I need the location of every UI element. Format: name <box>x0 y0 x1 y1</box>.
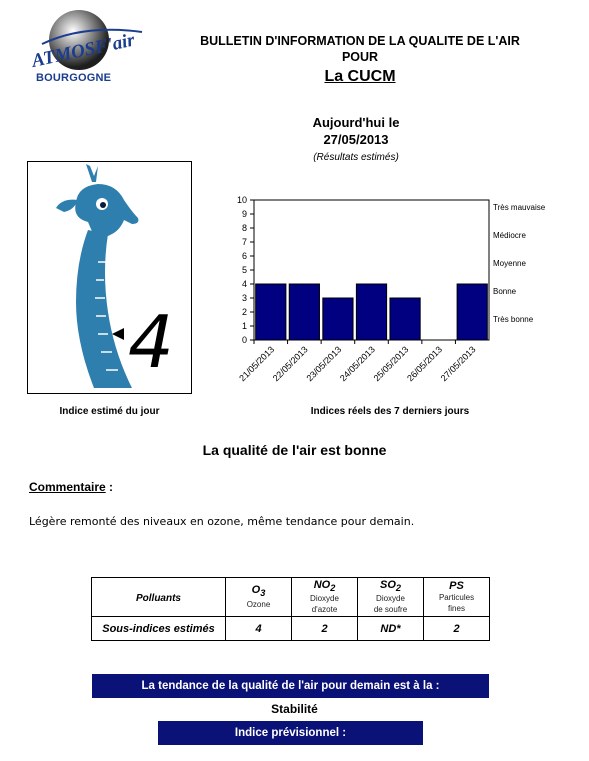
bar <box>356 284 386 340</box>
table-row <box>92 617 490 641</box>
sub-index-o3: 4 <box>226 617 292 641</box>
y-tick-label: 10 <box>236 195 247 205</box>
quality-scale-label: Très bonne <box>493 315 534 324</box>
y-tick-label: 5 <box>241 265 247 275</box>
sub-index-label: Sous-indices estimés <box>92 617 226 641</box>
y-tick-label: 8 <box>241 223 247 233</box>
bar <box>256 284 286 340</box>
air-quality-statement: La qualité de l'air est bonne <box>202 442 387 458</box>
quality-scale-label: Moyenne <box>493 259 526 268</box>
y-tick-label: 9 <box>241 209 247 219</box>
comment-separator: : <box>105 480 114 494</box>
trend-value: Stabilité <box>271 702 318 716</box>
x-tick-label: 23/05/2013 <box>304 344 344 384</box>
today-index-panel <box>27 161 192 394</box>
x-tick-label: 25/05/2013 <box>371 344 411 384</box>
y-tick-label: 7 <box>241 237 247 247</box>
logo-wordmark: ATMOSF'air <box>29 29 137 72</box>
y-tick-label: 4 <box>241 279 247 289</box>
y-tick-label: 6 <box>241 251 247 261</box>
y-tick-label: 2 <box>241 307 247 317</box>
city-name: La CUCM <box>324 68 396 85</box>
x-tick-label: 26/05/2013 <box>405 344 445 384</box>
table-header-row <box>92 578 490 617</box>
comment-label: Commentaire <box>29 480 106 494</box>
today-index-caption: Indice estimé du jour <box>59 406 160 417</box>
x-tick-label: 21/05/2013 <box>237 344 277 384</box>
y-tick-label: 1 <box>241 321 247 331</box>
sub-index-ps: 2 <box>424 617 490 641</box>
bar <box>457 284 487 340</box>
logo-region: BOURGOGNE <box>36 72 112 84</box>
x-tick-label: 24/05/2013 <box>337 344 377 384</box>
bar <box>390 298 420 340</box>
pollutant-o3: $O_3$ Ozone <box>226 578 292 617</box>
pollutant-ps: PS Particules fines <box>424 578 490 617</box>
comment-text: Légère remonté des niveaux en ozone, même tendance pour demain. <box>29 515 415 528</box>
bar <box>323 298 353 340</box>
bulletin-title-for: POUR <box>341 50 379 64</box>
forecast-banner: Indice prévisionnel : <box>158 721 423 745</box>
pollutants-header: Polluants <box>92 578 226 617</box>
giraffe-icon <box>28 162 192 394</box>
weekly-index-chart <box>222 190 562 400</box>
y-tick-label: 3 <box>241 293 247 303</box>
chart-caption: Indices réels des 7 derniers jours <box>310 406 470 417</box>
today-index-value: 4 <box>128 300 174 384</box>
x-tick-label: 27/05/2013 <box>438 344 478 384</box>
quality-scale-label: Médiocre <box>493 231 526 240</box>
sub-index-so2: ND* <box>358 617 424 641</box>
trend-banner: La tendance de la qualité de l'air pour demain est à la : <box>92 674 489 698</box>
comment-heading <box>29 480 113 494</box>
date-prefix: Aujourd'hui le <box>312 115 400 130</box>
pollutant-so2: $SO_2$ Dioxyde de soufre <box>358 578 424 617</box>
x-tick-label: 22/05/2013 <box>270 344 310 384</box>
quality-scale-label: Bonne <box>493 287 517 296</box>
bulletin-date: 27/05/2013 <box>323 132 389 147</box>
sub-index-no2: 2 <box>292 617 358 641</box>
pollutant-no2: $NO_2$ Dioxyde d'azote <box>292 578 358 617</box>
pollutants-table <box>91 577 490 641</box>
bulletin-title: BULLETIN D'INFORMATION DE LA QUALITE DE L'AIR <box>200 34 520 48</box>
estimated-note: (Résultats estimés) <box>313 152 399 163</box>
bar <box>289 284 319 340</box>
y-tick-label: 0 <box>241 335 247 345</box>
quality-scale-label: Très mauvaise <box>493 203 546 212</box>
